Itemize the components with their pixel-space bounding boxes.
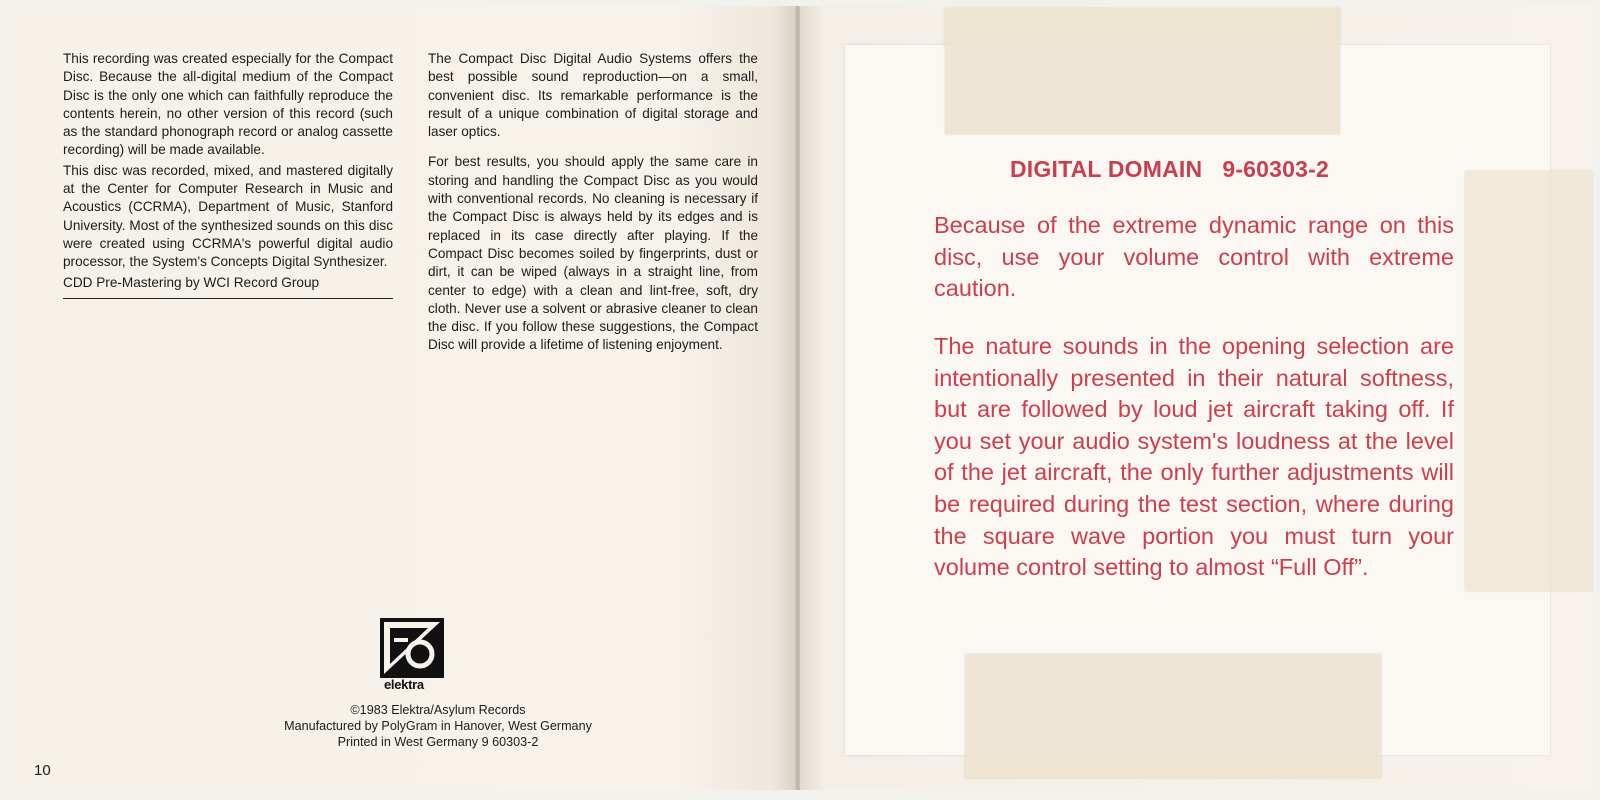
- elektra-logo: [380, 618, 446, 692]
- disc-care-paragraph: For best results, you should apply the same care in storing and handling the Compact Disc as you would with conventional records. No cleaning is necessary if the Compact Disc is always held by its edges and is replaced in its case directly after playing. If the Compact Disc becomes soiled by fingerprints, dust or dirt, it can be wiped (always in a straight line, from center to edge) with a clean and lint-free, soft, dry cloth. Never use a solvent or abrasive cleaner to clean the disc. If you follow these suggestions, the Compact Disc will provide a lifetime of listening enjoyment.: [428, 154, 758, 353]
- compact-disc-intro-paragraph: The Compact Disc Digital Audio Systems offers the best possible sound reproduction—on a small, convenient disc. Its remarkable performance is the result of a unique combination of digital storage and laser optics.: [428, 51, 758, 140]
- catalog-number: 9-60303-2: [1222, 156, 1329, 182]
- imprint: [208, 702, 668, 750]
- divider: [63, 298, 393, 299]
- volume-warning: Because of the extreme dynamic range on this disc, use your volume control with extreme caution.: [934, 212, 1454, 302]
- right-column: [428, 50, 758, 367]
- left-column: [63, 50, 393, 299]
- notice-title: [1010, 156, 1349, 183]
- album-title: DIGITAL DOMAIN: [1010, 156, 1203, 182]
- elektra-logo-icon: [380, 618, 444, 678]
- left-page: [8, 6, 796, 790]
- ccrma-paragraph: This disc was recorded, mixed, and mastered digitally at the Center for Computer Research in Music and Acoustics (CCRMA), Department of Music, Stanford University. Most of the synthesized sounds on this disc were created using CCRMA's powerful digital audio processor, the System's Concepts Digital Synthesizer.: [63, 162, 393, 270]
- tape-strip-bottom: [965, 654, 1381, 778]
- page-number: 10: [34, 762, 51, 779]
- tape-strip-top: [945, 8, 1340, 134]
- elektra-wordmark: elektra: [384, 677, 424, 692]
- recording-note-paragraph: This recording was created especially for the Compact Disc. Because the all-digital medium of the Compact Disc is the only one which can faithfully reproduce the contents herein, no other version of this record (such as the standard phonograph record or analog cassette recording) will be made available.: [63, 51, 393, 158]
- nature-sounds-warning: The nature sounds in the opening selection are intentionally presented in their natural softness, but are followed by loud jet aircraft taking off. If you set your audio system's loudness at the level of the jet aircraft, the only further adjustments will be required during the test section, where during the square wave portion you must turn your volume control setting to almost “Full Off”.: [934, 333, 1454, 581]
- manufactured-line: Manufactured by PolyGram in Hanover, West Germany: [284, 719, 592, 733]
- pre-mastering-credit: CDD Pre-Mastering by WCI Record Group: [63, 274, 320, 290]
- printed-line: Printed in West Germany 9 60303-2: [337, 735, 539, 749]
- tape-strip-side: [1465, 171, 1592, 591]
- copyright-line: ©1983 Elektra/Asylum Records: [350, 703, 526, 717]
